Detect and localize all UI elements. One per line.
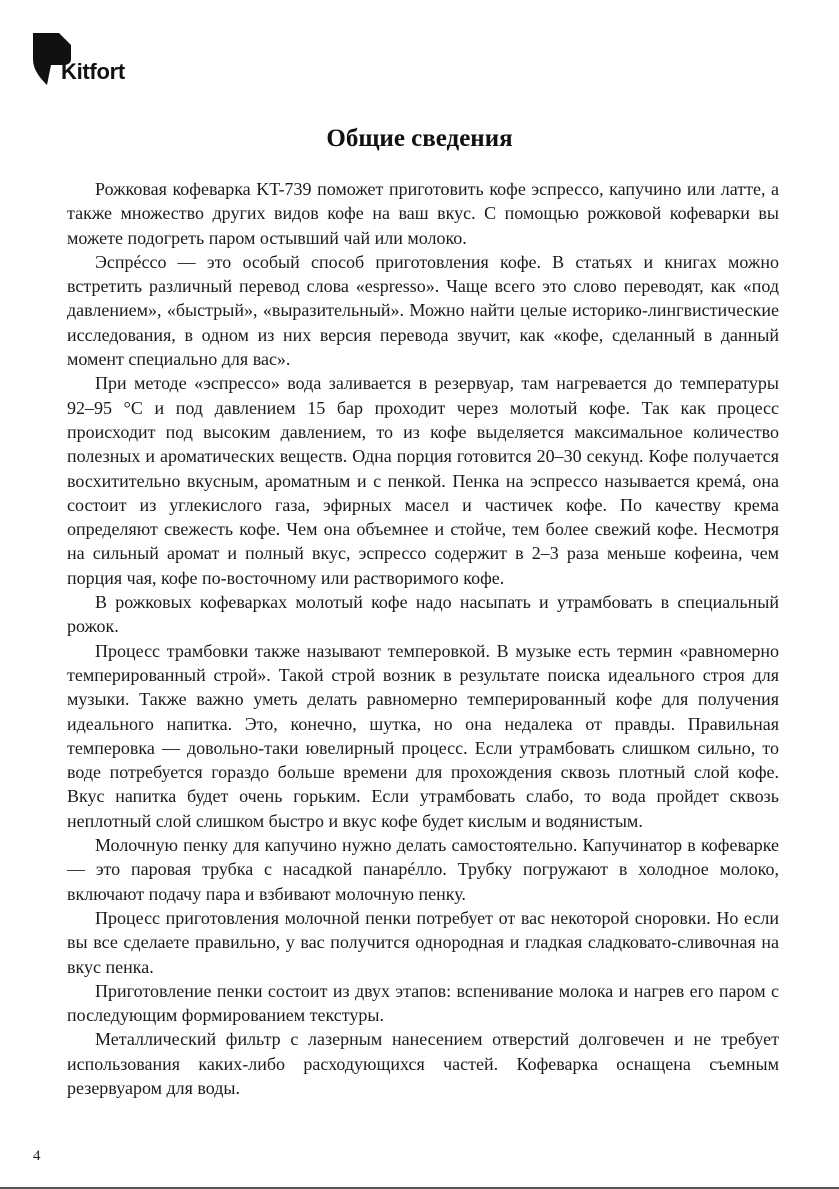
paragraph-milk-foam: Молочную пенку для капучино нужно делать самостоятельно. Капучинатор в кофеварке — это паровая трубка с насадкой панарéлло. Трубку погружают в холодное молоко, включают подачу пара и взбивают молочную пенку. xyxy=(67,835,779,904)
paragraph-espresso-method: При методе «эспрессо» вода заливается в резервуар, там нагревается до температуры 92–95 °C и под давлением 15 бар проходит через молотый кофе. Так как процесс происходит под высоким давлением, то из кофе выделяется максимальное количество полезных и ароматических веществ. Одна порция готовится 20–30 секунд. Кофе получается восхитительно вкусным, ароматным и с пенкой. Пенка на эспрессо называется кремá, она состоит из углекислого газа, эфирных масел и частичек кофе. По качеству крема определяют свежесть кофе. Чем она объемнее и стойче, тем более свежий кофе. Несмотря на сильный аромат и полный вкус, эспрессо содержит в 2–3 раза меньше кофеина, чем порция чая, кофе по-восточному или растворимого кофе. xyxy=(67,373,779,588)
paragraph-foam-skill: Процесс приготовления молочной пенки потребует от вас некоторой сноровки. Но если вы все сделаете правильно, у вас получится однородная и гладкая сладковато-сливочная на вкус пенка. xyxy=(67,907,779,977)
brand-name: Kitfort xyxy=(61,59,125,84)
paragraph-filter: Металлический фильтр с лазерным нанесением отверстий долговечен и не требует использования каких-либо расходующихся частей. Кофеварка оснащена съемным резервуаром для воды. xyxy=(67,1029,779,1098)
paragraph-portafilter: В рожковых кофеварках молотый кофе надо насыпать и утрамбовать в специальный рожок. xyxy=(67,592,779,637)
brand-logo xyxy=(33,33,173,85)
paragraph-foam-stages: Приготовление пенки состоит из двух этапов: вспенивание молока и нагрев его паром с последующим формированием текстуры. xyxy=(67,980,779,1026)
paragraph-espresso-definition: Эспрéссо — это особый способ приготовления кофе. В статьях и книгах можно встретить различный перевод слова «espresso». Чаще всего это слово переводят, как «под давлением», «быстрый», «выразительный». Можно найти целые историко-лингвистические исследования, в одном из них версия перевода звучит, как «кофе, сделанный в данный момент специально для вас». xyxy=(67,251,779,370)
paragraph-intro: Рожковая кофеварка KT-739 поможет приготовить кофе эспрессо, капучино или латте, а также множество других видов кофе на ваш вкус. С помощью рожковой кофеварки вы можете подогреть паром остывший чай или молоко. xyxy=(67,179,779,248)
paragraph-tamping: Процесс трамбовки также называют темперовкой. В музыке есть термин «равномерно темперированный строй». Такой строй возник в результате поиска идеального строя для музыки. Также важно уметь делать равномерно темперированный кофе для получения идеального напитка. Это, конечно, шутка, но она недалека от правды. Правильная темперовка — довольно-таки ювелирный процесс. Если утрамбовать слишком сильно, то воде потребуется гораздо больше времени для прохождения сквозь плотный слой кофе. Вкус напитка будет очень горьким. Если утрамбовать слабо, то вода пройдет сквозь неплотный слой слишком быстро и вкус кофе будет кислым и водянистым. xyxy=(67,640,779,831)
page-number: 4 xyxy=(33,1148,41,1164)
page-title: Общие сведения xyxy=(326,125,513,152)
body-text xyxy=(67,177,779,1100)
